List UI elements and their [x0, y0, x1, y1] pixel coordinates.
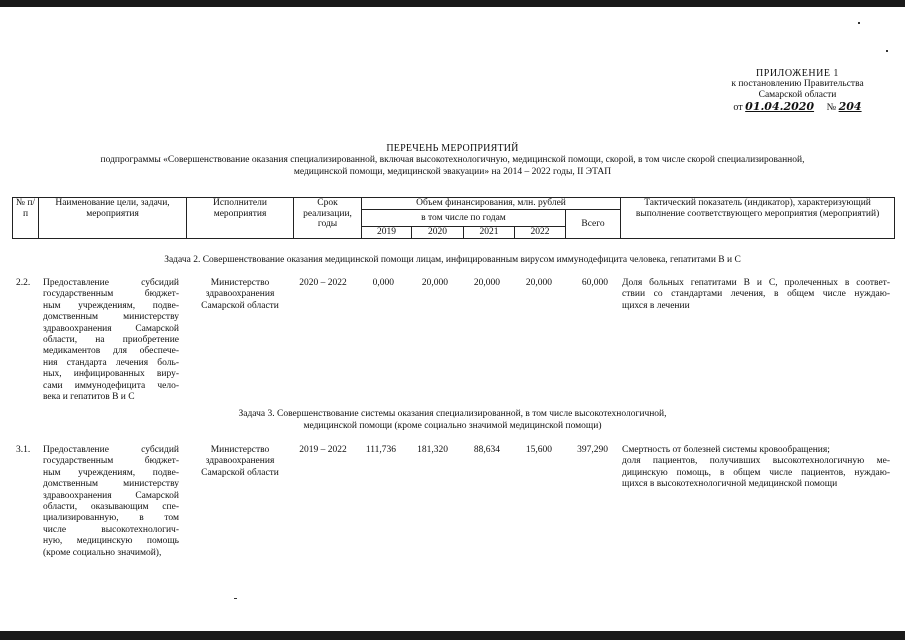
row-2-2-2019: 0,000 [372, 278, 394, 288]
table-header [12, 197, 895, 239]
scan-speck [858, 22, 860, 24]
task-3-heading-line-1: Задача 3. Совершенствование системы оказания специализированной, в том числе высокотехнологичной, [238, 409, 667, 419]
appendix-line-2: Самарской области [758, 90, 837, 100]
document-subtitle-line-2: медицинской помощи, медицинской эвакуации» на 2014 – 2022 годы, II ЭТАП [293, 167, 612, 177]
row-2-2-indicator [622, 278, 890, 312]
header-executors: Исполнители мероприятия [187, 198, 294, 239]
row-2-2-executor [190, 278, 290, 312]
row-2-2-period: 2020 – 2022 [299, 278, 347, 288]
header-total: Всего [566, 210, 621, 239]
row-2-2-2020: 20,000 [421, 278, 448, 288]
executor-line: Самарской области [201, 467, 279, 478]
handwritten-number: 204 [838, 100, 862, 113]
appendix-title: ПРИЛОЖЕНИЕ 1 [756, 68, 839, 79]
row-3-1-indicator [622, 445, 890, 491]
indicator-line: Смертность от болезней системы кровообращения; [622, 445, 830, 455]
row-2-2-total: 60,000 [581, 278, 608, 288]
row-3-1-num: 3.1. [16, 445, 31, 455]
date-prefix: от [733, 102, 743, 113]
indicator-line: дицинскую помощь, в общем числе пациентов, нуждаю- [622, 467, 890, 478]
name-line: домственным министерству [43, 479, 179, 490]
task-3-heading [0, 408, 905, 432]
scan-bottom-border [0, 631, 905, 640]
row-3-1-total: 397,290 [577, 445, 608, 455]
row-3-1-2020: 181,320 [417, 445, 448, 455]
name-line: домственным министерству [43, 312, 179, 323]
executor-line: Министерство [210, 278, 270, 288]
document-subtitle-line-1: подпрограммы «Совершенствование оказания специализированной, включая высокотехнологичную, медицинской помощи, скорой, в том числе скорой специализированной, [100, 155, 805, 165]
row-2-2-num: 2.2. [16, 278, 31, 288]
executor-line: Министерство [210, 445, 270, 455]
header-num: № п/п [13, 198, 39, 239]
task-3-heading-line-2: медицинской помощи (кроме социально значимой медицинской помощи) [303, 421, 602, 431]
header-year-2020: 2020 [412, 227, 464, 239]
appendix-block [700, 68, 895, 113]
header-period: Срок реализации, годы [294, 198, 362, 239]
indicator-line: доля пациентов, получивших высокотехнологичную ме- [622, 456, 890, 467]
header-funding: Объем финансирования, млн. рублей [362, 198, 621, 210]
indicator-line: щихся в высокотехнологичной медицинской помощи [622, 479, 838, 490]
row-2-2-name [43, 278, 179, 403]
name-line: области, на приобретение [43, 335, 179, 346]
scan-speck [234, 598, 237, 599]
row-3-1-name [43, 445, 179, 559]
executor-line: здравоохранения [205, 289, 275, 300]
name-line: сами иммунодефицита чело- [43, 380, 179, 391]
indicator-line: щихся в лечении [622, 300, 690, 311]
row-3-1-executor [190, 445, 290, 479]
row-3-1-2019: 111,736 [365, 445, 396, 455]
header-year-2019: 2019 [362, 227, 412, 239]
row-3-1-period: 2019 – 2022 [299, 445, 347, 455]
name-line: числе высокотехнологич- [43, 524, 179, 535]
row-2-2-2021: 20,000 [473, 278, 500, 288]
name-line: здравоохранения Самарской [43, 323, 179, 334]
header-year-2022: 2022 [515, 227, 566, 239]
name-line: ных, инфицированных виру- [43, 369, 179, 380]
scan-top-border [0, 0, 905, 7]
header-by-years: в том числе по годам [362, 210, 566, 227]
name-line: здравоохранения Самарской [43, 490, 179, 501]
header-year-2021: 2021 [464, 227, 515, 239]
name-line: государственным бюджет- [43, 289, 179, 300]
task-2-heading: Задача 2. Совершенствование оказания медицинской помощи лицам, инфицированным вирусом иммунодефицита человека, гепатитами В и С [164, 255, 741, 265]
scan-speck [886, 50, 888, 52]
handwritten-date: 01.04.2020 [745, 100, 815, 113]
row-2-2-2022: 20,000 [525, 278, 552, 288]
number-prefix: № [826, 102, 837, 113]
name-line: государственным бюджет- [43, 456, 179, 467]
document-title: ПЕРЕЧЕНЬ МЕРОПРИЯТИЙ [386, 143, 519, 154]
name-line: Предоставление субсидий [43, 445, 179, 455]
indicator-line: ствии со стандартами лечения, в общем числе нуждаю- [622, 289, 890, 300]
appendix-line-1: к постановлению Правительства [731, 79, 864, 89]
name-line: области, оказывающим спе- [43, 502, 179, 513]
executor-line: здравоохранения [205, 456, 275, 467]
name-line: века и гепатитов В и С [43, 392, 135, 403]
name-line: Предоставление субсидий [43, 278, 179, 288]
appendix-date-line [700, 101, 895, 113]
row-3-1-2021: 88,634 [473, 445, 500, 455]
name-line: циализированную, в том [43, 513, 179, 524]
name-line: ния стандарта лечения боль- [43, 357, 179, 368]
name-line: (кроме социально значимой), [43, 547, 162, 558]
name-line: ным учреждениям, подве- [43, 467, 179, 478]
header-name: Наименование цели, задачи, мероприятия [39, 198, 187, 239]
name-line: ную, медицинскую помощь [43, 536, 179, 547]
indicator-line: Доля больных гепатитами В и С, пролеченных в соответ- [622, 278, 890, 288]
executor-line: Самарской области [201, 300, 279, 311]
name-line: медикаментов для обеспече- [43, 346, 179, 357]
header-indicator: Тактический показатель (индикатор), характеризующий выполнение соответствующего мероприятия (мероприятий) [621, 198, 895, 239]
name-line: ным учреждениям, подве- [43, 300, 179, 311]
row-3-1-2022: 15,600 [525, 445, 552, 455]
